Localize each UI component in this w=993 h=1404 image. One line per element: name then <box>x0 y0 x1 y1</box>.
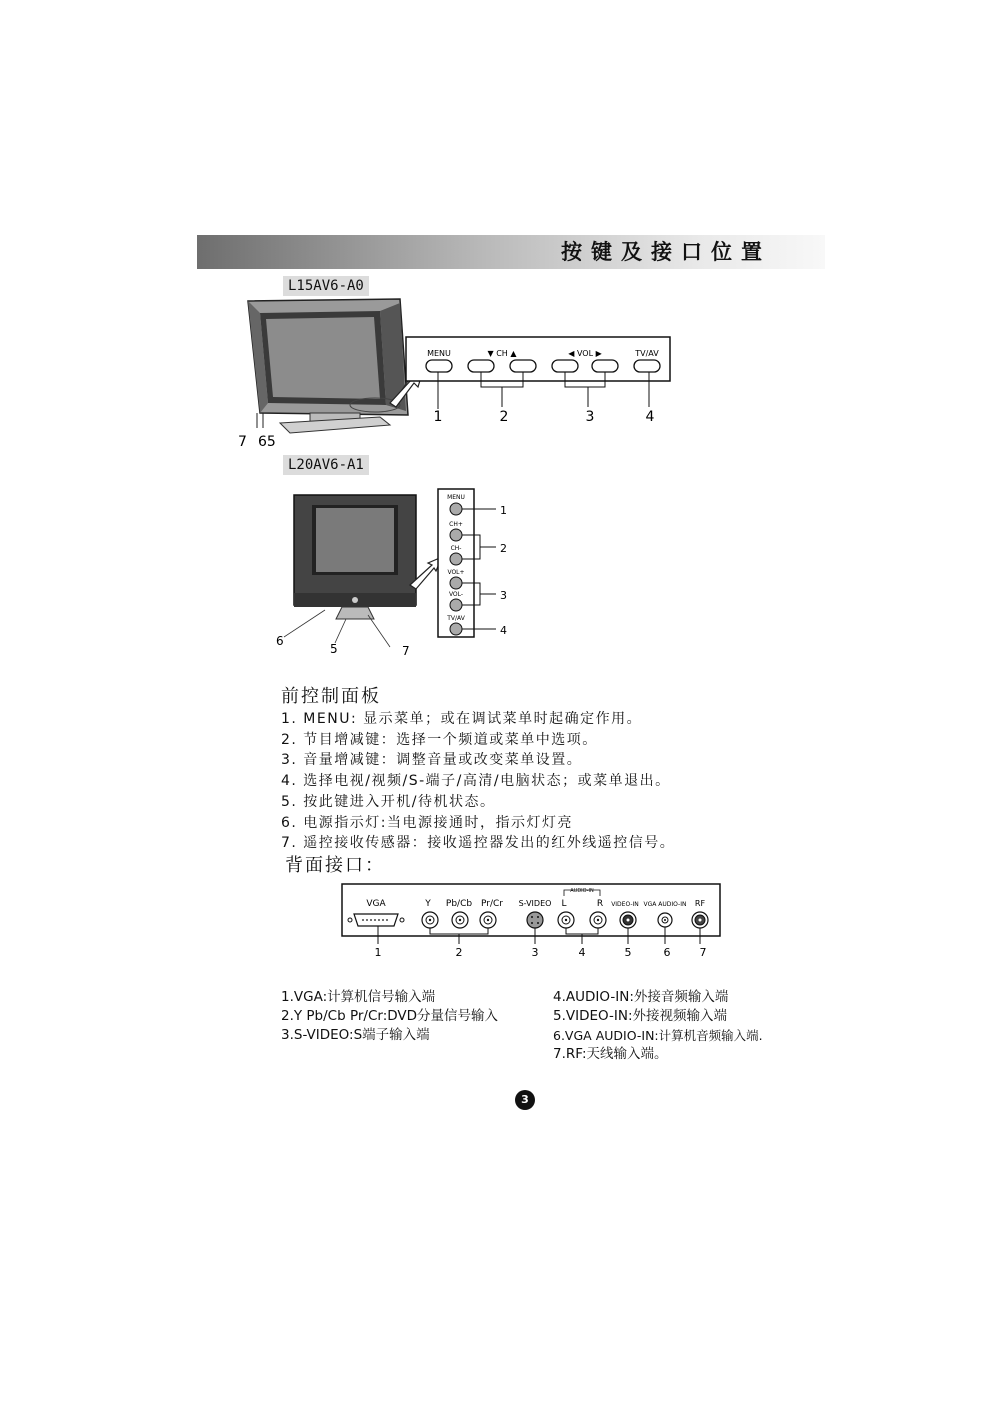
tv-illustration-l20 <box>284 495 416 647</box>
rear-item-4: 4.AUDIO-IN:外接音频输入端 <box>553 989 729 1005</box>
panel2-label-tvav: TV/AV <box>447 615 465 622</box>
tv2-callout-6: 6 <box>276 634 284 648</box>
tv-illustration-l15 <box>248 299 408 433</box>
port-label-y: Y <box>425 899 431 909</box>
button-panel-box <box>406 337 670 381</box>
panel2-callout-3: 3 <box>500 589 507 602</box>
panel1-callout-4: 4 <box>645 409 655 425</box>
rear-panel-figure <box>340 882 724 962</box>
front-panel-list <box>281 709 675 854</box>
panel1-label-menu: MENU <box>427 349 451 358</box>
panel1-label-vol: ◀ VOL ▶ <box>568 349 602 358</box>
front-item-7: 7. 遥控接收传感器：接收遥控器发出的红外线遥控信号。 <box>281 835 676 852</box>
rear-callout-3: 3 <box>531 946 539 959</box>
page-number-badge: 3 <box>515 1090 535 1110</box>
port-label-videoin: VIDEO-IN <box>611 901 639 908</box>
vol-down-button-shape <box>552 360 578 372</box>
rear-callout-7: 7 <box>699 946 707 959</box>
audio-in-group-label: AUDIO-IN <box>570 888 594 894</box>
rear-list-right <box>553 988 818 1064</box>
rear-callout-5: 5 <box>624 946 632 959</box>
rear-callout-1: 1 <box>374 946 382 959</box>
vol-plus-button-round <box>450 577 462 589</box>
rear-item-2: 2.Y Pb/Cb Pr/Cr:DVD分量信号输入 <box>281 1008 499 1024</box>
ch-minus-button-round <box>450 553 462 565</box>
tvav-button-shape <box>634 360 660 372</box>
model-label-l20: L20AV6-A1 <box>283 455 369 475</box>
port-label-r: R <box>596 899 604 909</box>
panel2-label-chminus: CH- <box>450 545 462 552</box>
port-label-pbcb: Pb/Cb <box>445 899 473 909</box>
rear-callout-4: 4 <box>578 946 586 959</box>
port-label-vga: VGA <box>366 899 386 909</box>
front-item-3: 3. 音量增减键：调整音量或改变菜单设置。 <box>281 752 583 769</box>
tvav-button-round <box>450 623 462 635</box>
panel1-label-ch: ▼ CH ▲ <box>487 349 517 358</box>
rear-item-1: 1.VGA:计算机信号输入端 <box>281 989 436 1005</box>
panel1-callout-1: 1 <box>433 409 443 425</box>
panel1-label-tvav: TV/AV <box>635 349 659 358</box>
panel2-label-menu: MENU <box>447 494 465 501</box>
panel2-callout-2: 2 <box>500 542 507 555</box>
port-label-rf: RF <box>694 899 706 908</box>
front-panel-figure-2 <box>270 485 520 663</box>
tv1-callout-7: 7 <box>238 434 247 450</box>
front-item-2: 2. 节目增减键：选择一个频道或菜单中选项。 <box>281 731 598 748</box>
front-panel-title: 前控制面板 <box>281 686 381 707</box>
front-item-5: 5. 按此键进入开机/待机状态。 <box>281 793 496 810</box>
rear-item-5: 5.VIDEO-IN:外接视频输入端 <box>553 1008 728 1024</box>
panel2-label-chplus: CH+ <box>449 521 463 528</box>
ch-up-button-shape <box>510 360 536 372</box>
vol-up-button-shape <box>592 360 618 372</box>
header-banner <box>197 235 825 269</box>
port-label-l: L <box>561 899 567 909</box>
front-panel-figure-1 <box>230 293 680 453</box>
vol-minus-button-round <box>450 599 462 611</box>
panel2-label-volminus: VOL- <box>448 591 464 598</box>
rear-panel-box <box>342 884 720 936</box>
tv2-callout-5: 5 <box>330 642 338 656</box>
panel2-callout-1: 1 <box>500 504 507 517</box>
panel2-label-volplus: VOL+ <box>447 569 465 576</box>
model-label-l15: L15AV6-A0 <box>283 276 369 296</box>
page-title: 按键及接口位置 <box>561 240 771 264</box>
menu-button-shape <box>426 360 452 372</box>
rear-callout-2: 2 <box>455 946 463 959</box>
ch-down-button-shape <box>468 360 494 372</box>
port-label-prcr: Pr/Cr <box>481 899 503 909</box>
port-label-svideo: S-VIDEO <box>518 899 552 908</box>
rear-callout-6: 6 <box>663 946 671 959</box>
menu-button-round <box>450 503 462 515</box>
front-item-4: 4. 选择电视/视频/S-端子/高清/电脑状态；或菜单退出。 <box>281 773 671 790</box>
svideo-jack <box>527 912 543 928</box>
tv1-callout-65: 65 <box>258 434 276 450</box>
vga-connector <box>354 914 398 926</box>
rear-list-left <box>281 988 498 1045</box>
rear-item-7: 7.RF:天线输入端。 <box>553 1046 668 1062</box>
front-item-6: 6. 电源指示灯:当电源接通时，指示灯灯亮 <box>281 814 574 831</box>
panel1-callout-3: 3 <box>585 409 595 425</box>
port-label-vgaaudio: VGA AUDIO-IN <box>643 901 687 908</box>
front-item-1: 1. MENU: 显示菜单；或在调试菜单时起确定作用。 <box>281 711 643 727</box>
ch-plus-button-round <box>450 529 462 541</box>
panel2-callout-4: 4 <box>500 624 507 637</box>
rear-item-3: 3.S-VIDEO:S端子输入端 <box>281 1027 430 1043</box>
rear-panel-title: 背面接口： <box>285 855 385 876</box>
rear-item-6: 6.VGA AUDIO-IN:计算机音频输入端. <box>553 1028 763 1043</box>
panel1-callout-2: 2 <box>499 409 509 425</box>
tv2-callout-7: 7 <box>402 644 410 658</box>
